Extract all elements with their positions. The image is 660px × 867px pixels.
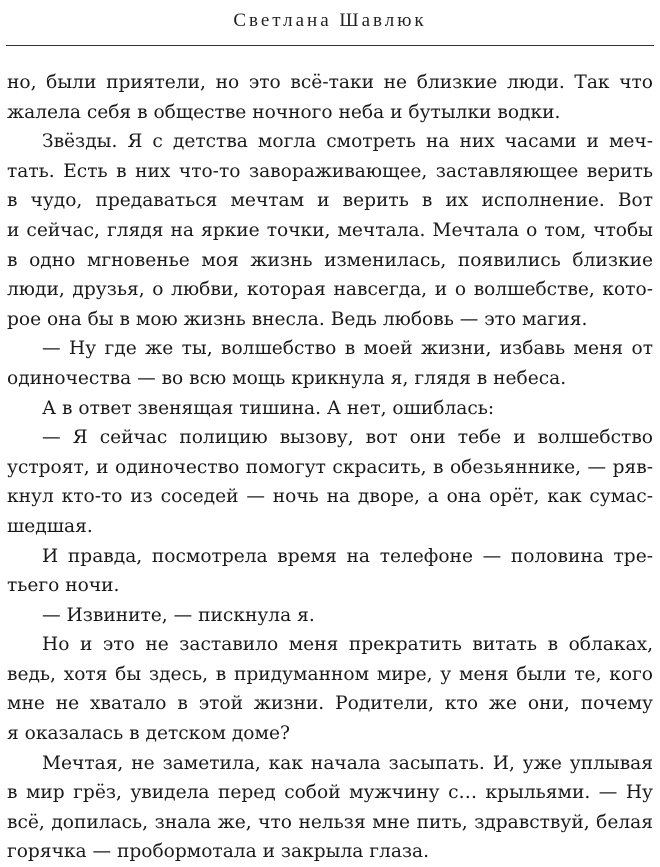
text-line: Мечтая, не заметила, как начала засыпать. И, уже уплывая bbox=[42, 752, 653, 774]
text-line: в чудо, предаваться мечтам и верить в их исполнение. Вот bbox=[7, 190, 653, 212]
text-line: — Я сейчас полицию вызову, вот они тебе и волшебство bbox=[42, 427, 653, 449]
text-line: устроят, и одиночество помогут скрасить, в обезьяннике, — ряв- bbox=[7, 456, 653, 478]
text-line: — Ну где же ты, волшебство в моей жизни, избавь меня от bbox=[42, 338, 653, 360]
text-line: жалела себя в обществе ночного неба и бутылки водки. bbox=[7, 101, 561, 123]
text-line: одиночества — во всю мощь крикнула я, глядя в небеса. bbox=[7, 367, 567, 389]
text-line: И правда, посмотрела время на телефоне — половина тре- bbox=[42, 545, 653, 567]
text-line: в одно мгновенье моя жизнь изменилась, появились близкие bbox=[7, 249, 653, 271]
text-line: А в ответ звенящая тишина. А нет, ошиблась: bbox=[42, 397, 495, 419]
page-text bbox=[7, 68, 653, 867]
text-line: кнул кто-то из соседей — ночь на дворе, а она орёт, как сумас- bbox=[7, 486, 653, 508]
text-line: рое она бы в мою жизнь внесла. Ведь любовь — это магия. bbox=[7, 308, 588, 330]
text-line: Звёзды. Я с детства могла смотреть на них часами и меч- bbox=[42, 131, 653, 153]
text-line: горячка — пробормотала и закрыла глаза. bbox=[7, 841, 430, 863]
text-line: — Извините, — пискнула я. bbox=[42, 604, 315, 626]
text-line: ведь, хотя бы здесь, в придуманном мире, у меня были те, кого bbox=[7, 663, 653, 685]
text-line: в мир грёз, увидела перед собой мужчину с… крыльями. — Ну bbox=[7, 782, 653, 804]
text-line: люди, друзья, о любви, которая навсегда, и о волшебстве, кото- bbox=[7, 279, 653, 301]
text-line: и сейчас, глядя на яркие точки, мечтала. Мечтала о том, чтобы bbox=[7, 219, 653, 241]
text-line: тать. Есть в них что-то завораживающее, заставляющее верить bbox=[7, 160, 653, 182]
running-head: Светлана Шавлюк bbox=[233, 10, 427, 31]
text-line: но, были приятели, но это всё-таки не близкие люди. Так что bbox=[7, 72, 653, 93]
header-rule bbox=[6, 45, 654, 46]
text-line: шедшая. bbox=[7, 515, 93, 537]
text-line: всё, допилась, знала же, что нельзя мне пить, здравствуй, белая bbox=[7, 811, 653, 833]
text-line: мне не хватало в этой жизни. Родители, кто же они, почему bbox=[7, 693, 653, 715]
text-line: я оказалась в детском доме? bbox=[7, 723, 290, 745]
text-line: Но и это не заставило меня прекратить витать в облаках, bbox=[42, 634, 653, 656]
text-line: тьего ночи. bbox=[7, 575, 120, 597]
